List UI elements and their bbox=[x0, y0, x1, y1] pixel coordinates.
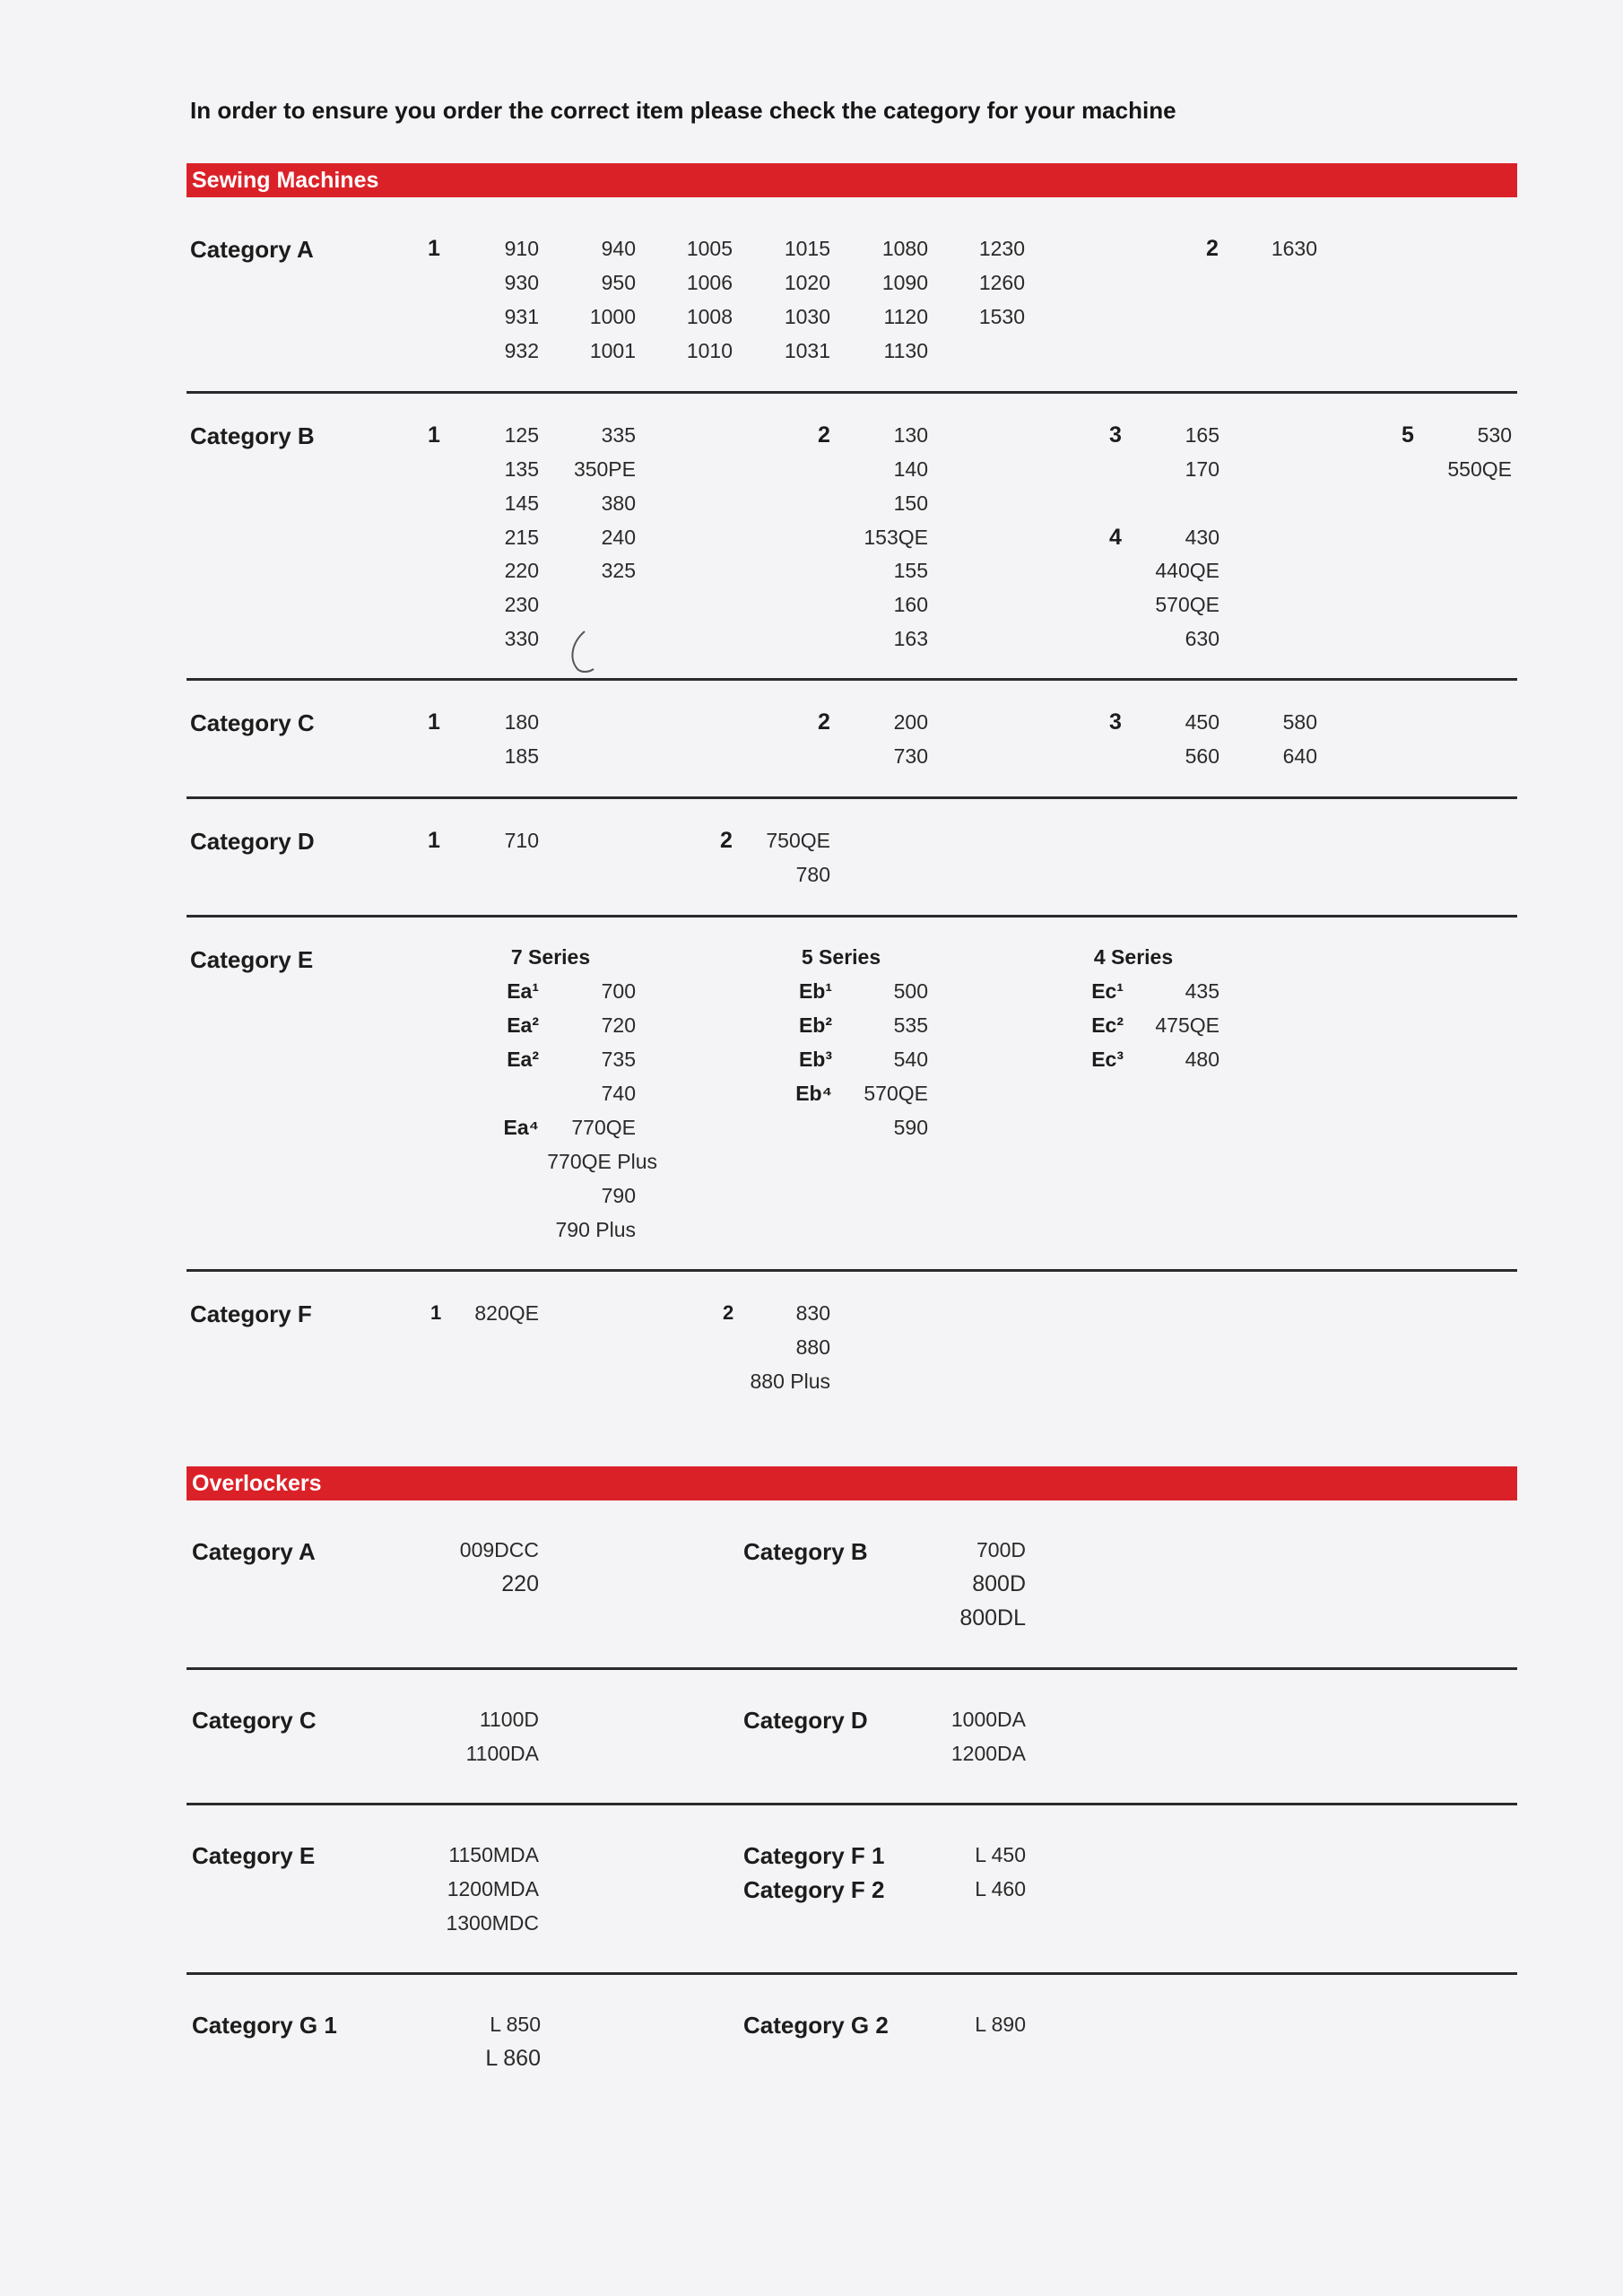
sewing-category-f-label: Category F bbox=[190, 1300, 312, 1327]
divider bbox=[187, 391, 1517, 394]
model-number: 570QE bbox=[1155, 593, 1219, 616]
model-number: 240 bbox=[601, 526, 636, 549]
model-number: 1008 bbox=[686, 305, 733, 328]
model-number: 550QE bbox=[1447, 457, 1512, 481]
model-number: 580 bbox=[1282, 710, 1317, 734]
model-number: 165 bbox=[1185, 423, 1219, 447]
model-number: 185 bbox=[504, 744, 539, 768]
model-number: 135 bbox=[504, 457, 539, 481]
model-number: 830 bbox=[795, 1301, 830, 1325]
series-code: Ec³ bbox=[1091, 1048, 1124, 1071]
series-title: 4 Series bbox=[1093, 945, 1174, 969]
model-number: 230 bbox=[504, 593, 539, 616]
model-number: 932 bbox=[504, 339, 539, 362]
series-code: Eb² bbox=[798, 1013, 832, 1037]
model-number: 640 bbox=[1282, 744, 1317, 768]
overlocker-category-c-label: Category C bbox=[192, 1707, 317, 1734]
model-number: 475QE bbox=[1155, 1013, 1219, 1037]
model-number: 1000DA bbox=[950, 1708, 1026, 1731]
model-number: L 450 bbox=[975, 1843, 1026, 1866]
group-number: 3 bbox=[1109, 422, 1122, 448]
series-code: Ea¹ bbox=[507, 979, 539, 1003]
series-code: Ea² bbox=[507, 1013, 539, 1037]
group-number: 2 bbox=[1206, 236, 1219, 261]
model-number: 440QE bbox=[1155, 559, 1219, 582]
divider bbox=[187, 1803, 1517, 1805]
model-number: 380 bbox=[601, 491, 636, 515]
model-number: L 850 bbox=[490, 2013, 541, 2036]
model-number: 500 bbox=[893, 979, 928, 1003]
overlocker-category-g1-label: Category G 1 bbox=[192, 2012, 337, 2039]
group-number: 2 bbox=[723, 1301, 734, 1324]
model-number: 700 bbox=[601, 979, 636, 1003]
model-number: 430 bbox=[1185, 526, 1219, 549]
model-number: 530 bbox=[1477, 423, 1512, 447]
sewing-machines-header: Sewing Machines bbox=[187, 163, 1517, 197]
model-number: 325 bbox=[601, 559, 636, 582]
overlocker-category-g2-label: Category G 2 bbox=[743, 2012, 889, 2039]
sewing-category-b-label: Category B bbox=[190, 422, 315, 449]
group-number: 1 bbox=[430, 1301, 442, 1324]
model-number: 931 bbox=[504, 305, 539, 328]
model-number: 1000 bbox=[589, 305, 636, 328]
model-number: 450 bbox=[1185, 710, 1219, 734]
model-number: 435 bbox=[1185, 979, 1219, 1003]
model-number: 800D bbox=[972, 1571, 1026, 1596]
model-number: 163 bbox=[893, 627, 928, 650]
model-number: 1090 bbox=[881, 271, 928, 294]
model-number: 480 bbox=[1185, 1048, 1219, 1071]
group-number: 1 bbox=[428, 709, 440, 735]
model-number: 220 bbox=[504, 559, 539, 582]
overlocker-category-f1-label: Category F 1 bbox=[743, 1842, 885, 1869]
model-number: 1006 bbox=[686, 271, 733, 294]
model-number: 125 bbox=[504, 423, 539, 447]
series-code: Eb¹ bbox=[798, 979, 832, 1003]
model-number: 1630 bbox=[1271, 237, 1317, 260]
model-number: 1130 bbox=[883, 339, 928, 362]
model-number: 710 bbox=[504, 829, 539, 852]
model-number: 700D bbox=[976, 1538, 1026, 1561]
model-number: 880 bbox=[795, 1335, 830, 1359]
model-number: 160 bbox=[893, 593, 928, 616]
model-number: 735 bbox=[601, 1048, 636, 1071]
model-number: 1015 bbox=[784, 237, 830, 260]
model-number: 1300MDC bbox=[446, 1911, 539, 1935]
model-number: L 890 bbox=[975, 2013, 1026, 2036]
model-number: 1001 bbox=[589, 339, 636, 362]
model-number: 740 bbox=[601, 1082, 636, 1105]
sewing-category-c-label: Category C bbox=[190, 709, 315, 736]
model-number: 535 bbox=[893, 1013, 928, 1037]
group-number: 2 bbox=[720, 828, 733, 853]
overlocker-category-f2-label: Category F 2 bbox=[743, 1876, 885, 1903]
model-number: 790 bbox=[601, 1184, 636, 1207]
model-number: 540 bbox=[893, 1048, 928, 1071]
model-number: 770QE Plus bbox=[547, 1150, 657, 1173]
model-number: 1100D bbox=[479, 1708, 539, 1731]
overlocker-category-d-label: Category D bbox=[743, 1707, 868, 1734]
series-code: Ea⁴ bbox=[503, 1116, 539, 1139]
model-number: 730 bbox=[893, 744, 928, 768]
model-number: 1080 bbox=[881, 237, 928, 260]
model-number: 570QE bbox=[864, 1082, 928, 1105]
group-number: 1 bbox=[428, 828, 440, 853]
model-number: 1530 bbox=[978, 305, 1025, 328]
model-number: 1200MDA bbox=[447, 1877, 539, 1900]
model-number: 780 bbox=[795, 863, 830, 886]
model-number: 820QE bbox=[474, 1301, 539, 1325]
model-number: 215 bbox=[504, 526, 539, 549]
model-number: 330 bbox=[504, 627, 539, 650]
divider bbox=[187, 1972, 1517, 1975]
model-number: 170 bbox=[1185, 457, 1219, 481]
model-number: 140 bbox=[893, 457, 928, 481]
divider bbox=[187, 796, 1517, 799]
model-number: 1230 bbox=[978, 237, 1025, 260]
model-number: 1200DA bbox=[950, 1742, 1026, 1765]
model-number: 1030 bbox=[784, 305, 830, 328]
model-number: 1120 bbox=[883, 305, 928, 328]
model-number: 009DCC bbox=[459, 1538, 539, 1561]
series-code: Eb³ bbox=[798, 1048, 832, 1071]
series-code: Ec² bbox=[1091, 1013, 1124, 1037]
group-number: 3 bbox=[1109, 709, 1122, 735]
model-number: 950 bbox=[601, 271, 636, 294]
model-number: L 460 bbox=[975, 1877, 1026, 1900]
model-number: 1150MDA bbox=[448, 1843, 539, 1866]
model-number: 145 bbox=[504, 491, 539, 515]
model-number: 130 bbox=[893, 423, 928, 447]
model-number: 880 Plus bbox=[750, 1370, 830, 1393]
model-number: 770QE bbox=[571, 1116, 636, 1139]
model-number: 720 bbox=[601, 1013, 636, 1037]
model-number: 180 bbox=[504, 710, 539, 734]
overlocker-category-e-label: Category E bbox=[192, 1842, 316, 1869]
group-number: 1 bbox=[428, 422, 440, 448]
model-number: 1010 bbox=[686, 339, 733, 362]
model-number: 220 bbox=[501, 1571, 539, 1596]
divider bbox=[187, 678, 1517, 681]
series-code: Ea² bbox=[507, 1048, 539, 1071]
model-number: 200 bbox=[893, 710, 928, 734]
model-number: 1005 bbox=[686, 237, 733, 260]
model-number: 750QE bbox=[766, 829, 830, 852]
series-title: 7 Series bbox=[510, 945, 591, 969]
group-number: 2 bbox=[818, 422, 830, 448]
group-number: 1 bbox=[428, 236, 440, 261]
model-number: 1260 bbox=[978, 271, 1025, 294]
model-number: 1031 bbox=[784, 339, 830, 362]
group-number: 2 bbox=[818, 709, 830, 735]
sewing-category-e-label: Category E bbox=[190, 946, 314, 973]
model-number: 1100DA bbox=[465, 1742, 539, 1765]
model-number: 590 bbox=[893, 1116, 928, 1139]
model-number: 790 Plus bbox=[555, 1218, 636, 1241]
model-number: 560 bbox=[1185, 744, 1219, 768]
intro-text: In order to ensure you order the correct item please check the category for your machine bbox=[190, 97, 1176, 124]
overlocker-category-b-label: Category B bbox=[743, 1538, 868, 1565]
model-number: 155 bbox=[893, 559, 928, 582]
series-code: Ec¹ bbox=[1091, 979, 1124, 1003]
group-number: 5 bbox=[1402, 422, 1414, 448]
overlocker-category-a-label: Category A bbox=[192, 1538, 316, 1565]
model-number: 910 bbox=[504, 237, 539, 260]
model-number: 800DL bbox=[959, 1605, 1026, 1631]
model-number: L 860 bbox=[485, 2046, 541, 2071]
series-title: 5 Series bbox=[801, 945, 881, 969]
divider bbox=[187, 1667, 1517, 1670]
divider bbox=[187, 915, 1517, 918]
sewing-category-a-label: Category A bbox=[190, 236, 314, 263]
model-number: 930 bbox=[504, 271, 539, 294]
model-number: 335 bbox=[601, 423, 636, 447]
model-number: 940 bbox=[601, 237, 636, 260]
series-code: Eb⁴ bbox=[795, 1082, 832, 1105]
model-number: 350PE bbox=[573, 457, 636, 481]
pen-mark bbox=[567, 628, 597, 678]
model-number: 630 bbox=[1185, 627, 1219, 650]
divider bbox=[187, 1269, 1517, 1272]
model-number: 150 bbox=[893, 491, 928, 515]
overlockers-header: Overlockers bbox=[187, 1466, 1517, 1500]
model-number: 153QE bbox=[864, 526, 928, 549]
model-number: 1020 bbox=[784, 271, 830, 294]
sewing-category-d-label: Category D bbox=[190, 828, 315, 855]
group-number: 4 bbox=[1109, 525, 1122, 550]
